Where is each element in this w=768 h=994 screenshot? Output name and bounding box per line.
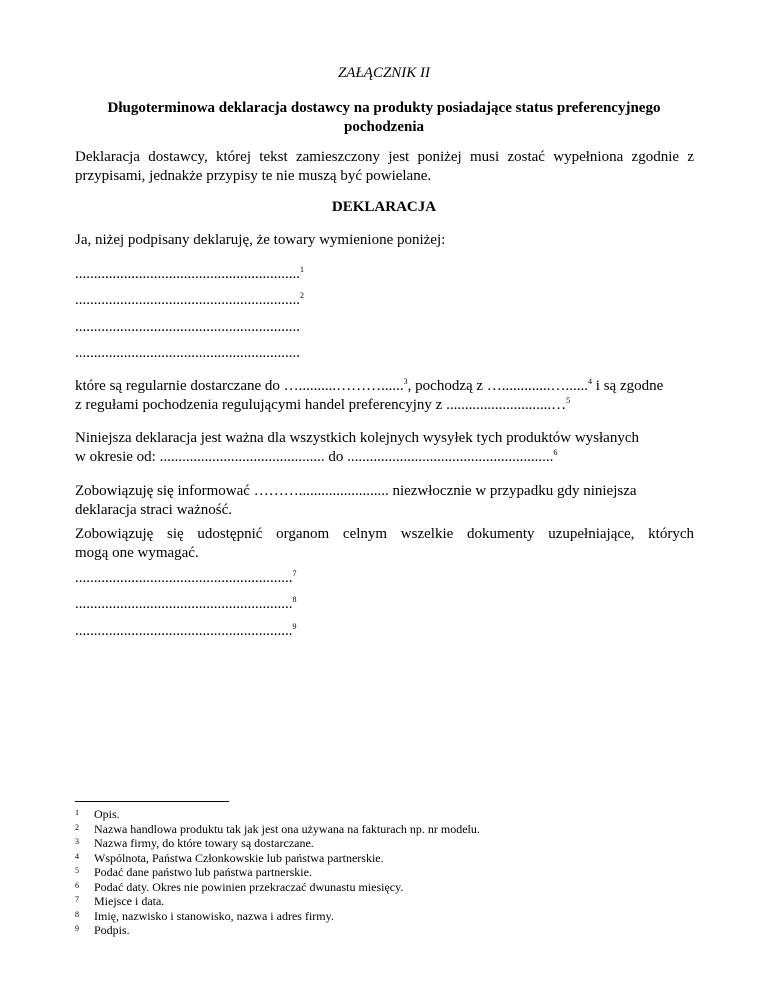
supply-line-2: z regułami pochodzenia regulującymi handel preferencyjny z ............................…$^5$: [75, 396, 571, 413]
annex-title: ZAŁĄCZNIK II: [337, 65, 431, 81]
provide-line-2: mogą one wymagać.: [75, 545, 199, 561]
signature-line-place-date: ..........................................................$^7$: [75, 569, 297, 586]
statement-line: Ja, niżej podpisany deklaruję, że towary wymienione poniżej:: [75, 232, 446, 248]
footnote-ref: 2: [300, 291, 304, 300]
goods-line-1: ............................................................$^1$: [75, 265, 304, 282]
intro-paragraph: Deklaracja dostawcy, której tekst zamieszczony jest poniżej musi zostać wypełniona zgodnie z przypisami, jednakże przypisy te nie muszą być powielane.: [75, 149, 694, 184]
goods-line-2: ............................................................$^2$: [75, 291, 304, 308]
inform-line-1: Zobowiązuję się informować ………........................ niezwłocznie w przypadku gdy niniejsza: [75, 483, 637, 499]
signature-line-name: ..........................................................$^8$: [75, 595, 297, 612]
validity-line-1: Niniejsza deklaracja jest ważna dla wszystkich kolejnych wysyłek tych produktów wysłanych: [75, 430, 640, 446]
signature-line-signature: ..........................................................$^9$: [75, 622, 297, 639]
goods-line-3: ............................................................: [75, 319, 300, 335]
validity-line-2: w okresie od: ............................................ do .......................................................$^6$: [75, 448, 558, 465]
document-page: ZAŁĄCZNIK II Długoterminowa deklaracja dostawcy na produkty posiadające status preferencyjnego pochodzenia Deklaracja dostawcy, której tekst zamieszczony jest poniżej musi zostać wypełniona zgodnie z przypisami, jednakże przypisy te nie muszą być powielane. DEKLARACJA Ja, niżej podpisany deklaruję, że towary wymienione poniżej: ............................................................$^1$ ............................................................$^2$ ............................................................ ............................................................ które są regularnie dostarczane do …..........………......$^3$, pochodzą z ….............…......$^4$ i są zgodne z regułami pochodzenia regulującymi handel preferencyjny z ............................…$^5$ Niniejsza deklaracja jest ważna dla wszystkich kolejnych wysyłek tych produktów wysłanych w okresie od: ............................................ do .......................................................$^6$ Zobowiązuję się informować ………........................ niezwłocznie w przypadku gdy niniejsza deklaracja straci ważność. Zobowiązuję się udostępnić organom celnym wszelkie dokumenty uzupełniające, których mogą one wymagać. ..........................................................$^7$ ..........................................................$^8$ ..........................................................$^9$ 1 Opis. 2 Nazwa handlowa produktu tak jak jest ona używana na fakturach np. nr modelu. 3 Nazwa firmy, do które towary są dostarczane. 4 Wspólnota, Państwa Członkowskie lub państwa partnerskie. 5 Podać dane państwo lub państwa partnerskie. 6 Podać daty. Okres nie powinien przekraczać dwunastu miesięcy. 7 Miejsce i data. 8 Imię, nazwisko i stanowisko, nazwa i adres firmy. 9 Podpis.: [75, 65, 694, 937]
footnote-ref: 1: [300, 265, 304, 274]
inform-line-2: deklaracja straci ważność.: [75, 502, 232, 518]
document-title: Długoterminowa deklaracja dostawcy na produkty posiadające status preferencyjnego pochodzenia: [107, 100, 661, 135]
supply-line-1: które są regularnie dostarczane do …..........………......$^3$, pochodzą z ….............…......$^4$ i są zgodne: [75, 377, 664, 394]
provide-line-1: Zobowiązuję się udostępnić organom celnym wszelkie dokumenty uzupełniające, których: [75, 526, 694, 542]
declaration-heading: DEKLARACJA: [331, 199, 437, 215]
footnote-separator: [75, 801, 229, 802]
goods-line-4: ............................................................: [75, 345, 300, 361]
